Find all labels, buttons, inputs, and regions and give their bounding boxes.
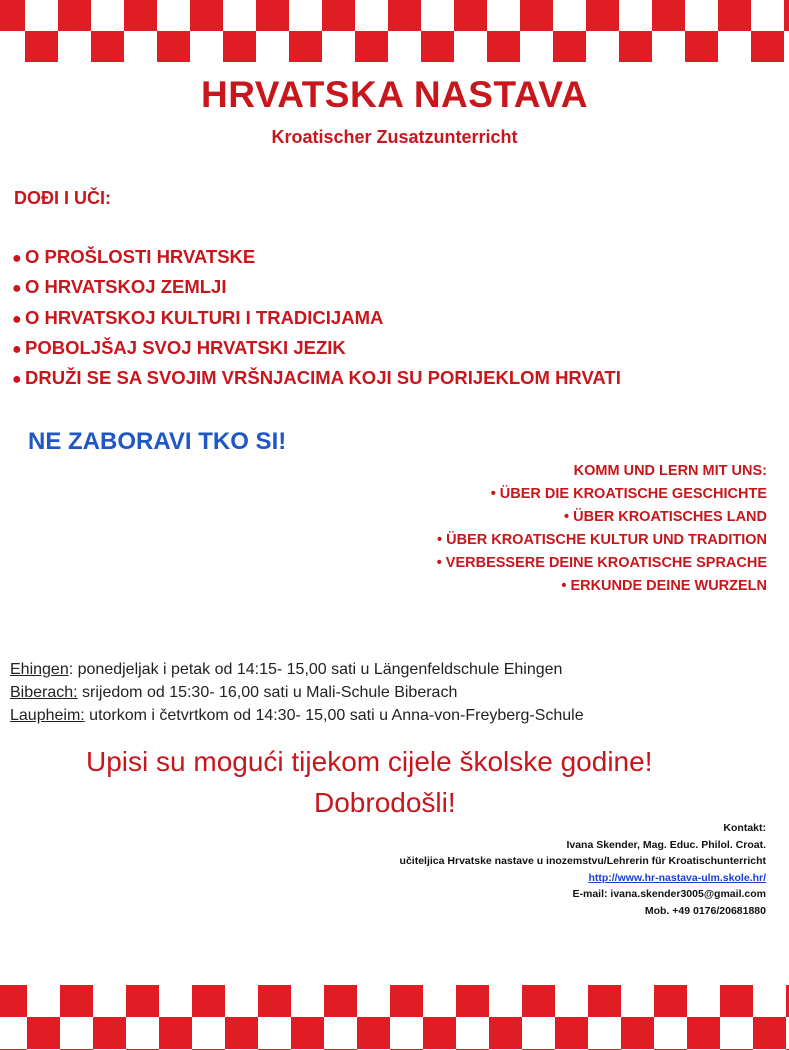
german-intro: KOMM UND LERN MIT UNS:	[573, 463, 767, 479]
bullet-icon: ●	[12, 250, 22, 267]
list-item-text: ÜBER KROATISCHE KULTUR UND TRADITION	[446, 532, 767, 548]
schedule-place: Biberach:	[10, 684, 78, 701]
contact-email: E-mail: ivana.skender3005@gmail.com	[572, 888, 766, 901]
schedule-row-ehingen	[10, 658, 584, 681]
list-item	[437, 506, 767, 529]
list-item-text: DRUŽI SE SA SVOJIM VRŠNJACIMA KOJI SU PORIJEKLOM HRVATI	[25, 367, 621, 389]
list-item	[12, 304, 621, 334]
list-item	[12, 364, 621, 394]
website-link[interactable]: http://www.hr-nastava-ulm.skole.hr/	[588, 871, 766, 884]
list-item	[437, 483, 767, 506]
bullet-icon: •	[437, 532, 447, 548]
bullet-icon: •	[490, 486, 500, 502]
list-item	[437, 575, 767, 598]
bullet-icon: ●	[12, 340, 22, 358]
schedule-details: utorkom i četvrtkom od 14:30- 15,00 sati u Anna-von-Freyberg-Schule	[84, 707, 584, 724]
schedule-details: srijedom od 15:30- 16,00 sati u Mali-Schule Biberach	[77, 684, 458, 701]
bullet-icon: •	[436, 555, 446, 571]
contact-role: učiteljica Hrvatske nastave u inozemstvu/Lehrerin für Kroatischunterricht	[399, 855, 766, 868]
list-item	[437, 552, 767, 575]
checkerboard-border-top	[0, 0, 789, 62]
checkerboard-pattern	[0, 985, 789, 1050]
enrollment-notice: Upisi su mogući tijekom cijele školske godine!	[86, 746, 653, 777]
contact-phone: Mob. +49 0176/20681880	[644, 904, 766, 917]
croatian-topic-list	[12, 243, 621, 394]
page-title: HRVATSKA NASTAVA	[201, 74, 588, 115]
bullet-icon: ●	[12, 310, 22, 328]
list-item-text: O PROŠLOSTI HRVATSKE	[25, 246, 256, 267]
bullet-icon: ●	[12, 280, 22, 298]
list-item-text: VERBESSERE DEINE KROATISCHE SPRACHE	[445, 555, 767, 571]
german-topic-block	[437, 460, 767, 598]
checkerboard-pattern	[0, 0, 789, 62]
welcome-text: Dobrodošli!	[314, 787, 456, 818]
schedule-details: ponedjeljak i petak od 14:15- 15,00 sati u Längenfeldschule Ehingen	[73, 661, 563, 678]
list-item-text: O HRVATSKOJ KULTURI I TRADICIJAMA	[25, 306, 384, 328]
contact-label: Kontakt:	[723, 822, 766, 834]
list-item-text: POBOLJŠAJ SVOJ HRVATSKI JEZIK	[25, 336, 346, 358]
schedule-place: Ehingen	[10, 661, 69, 678]
list-item-text: ÜBER DIE KROATISCHE GESCHICHTE	[499, 486, 767, 502]
checkerboard-border-bottom	[0, 985, 789, 1050]
list-item-text: ÜBER KROATISCHES LAND	[573, 509, 767, 525]
list-item	[12, 334, 621, 364]
schedule-place: Laupheim:	[10, 707, 85, 724]
contact-block	[400, 820, 766, 920]
schedule-block	[10, 658, 584, 727]
schedule-row-laupheim	[10, 704, 584, 727]
list-item	[437, 529, 767, 552]
list-item	[12, 243, 621, 273]
croatian-intro: DOĐI I UČI:	[14, 188, 111, 208]
schedule-place-suffix: :	[68, 661, 74, 678]
bullet-icon: •	[564, 509, 574, 525]
schedule-row-biberach	[10, 681, 584, 704]
contact-name: Ivana Skender, Mag. Educ. Philol. Croat.	[566, 838, 766, 851]
list-item-text: ERKUNDE DEINE WURZELN	[570, 578, 767, 594]
slogan: NE ZABORAVI TKO SI!	[28, 428, 287, 455]
page-subtitle: Kroatischer Zusatzunterricht	[271, 127, 518, 147]
bullet-icon: •	[561, 578, 571, 594]
bullet-icon: ●	[12, 371, 22, 389]
list-item	[12, 273, 621, 303]
list-item-text: O HRVATSKOJ ZEMLJI	[25, 276, 227, 298]
